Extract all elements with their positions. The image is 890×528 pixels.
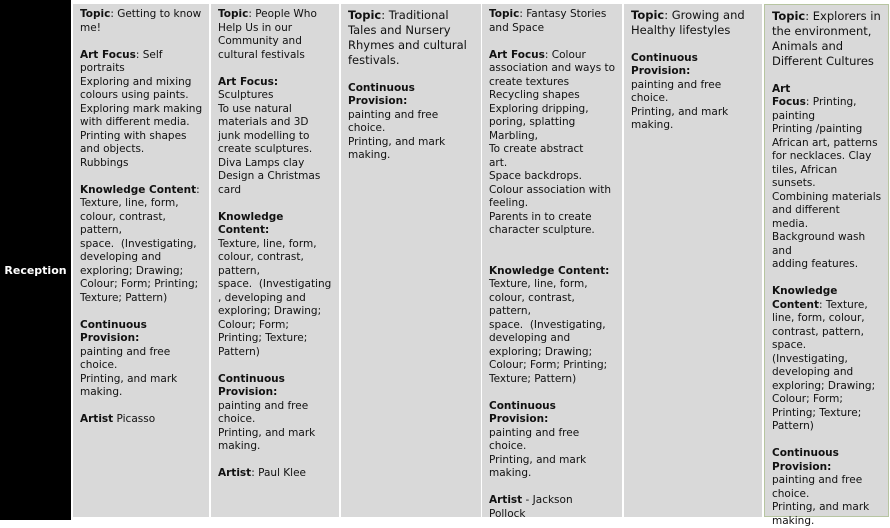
knowledge-line: colour, contrast, (218, 251, 333, 265)
provision-line: choice. (218, 413, 333, 427)
knowledge-line: space. (Investigating (218, 278, 333, 292)
art-focus-line: Exploring mark making (80, 103, 203, 117)
art-focus-line: junk modelling to (218, 130, 333, 144)
provision-line: making. (772, 515, 882, 528)
knowledge-line: Colour; Form; Printing; (80, 278, 203, 292)
knowledge-line: developing and (772, 366, 882, 380)
knowledge-block (218, 211, 333, 360)
provision-label: Continuous Provision: (218, 373, 333, 400)
art-focus-line: : Self (136, 49, 163, 61)
artist-value: Picasso (113, 413, 155, 425)
art-focus-line: adding features. (772, 258, 882, 272)
topic-line: : Traditional (381, 8, 448, 22)
topic-line: Help Us in our (218, 22, 333, 36)
art-focus-line: : Printing, (806, 96, 857, 108)
topic-line: and Space (489, 22, 616, 36)
provision-line: choice. (631, 92, 756, 106)
art-focus-line: To use natural (218, 103, 333, 117)
art-focus-line: create textures (489, 76, 616, 90)
provision-block (631, 52, 756, 133)
artist-label: Artist (80, 413, 113, 425)
art-focus-block (80, 49, 203, 171)
knowledge-line: Printing; Texture; (772, 407, 882, 421)
knowledge-line: Texture; Pattern) (489, 373, 616, 387)
artist-label: Artist (218, 467, 251, 479)
art-focus-line: and different (772, 204, 882, 218)
knowledge-line: (Investigating, (772, 353, 882, 367)
knowledge-line: Texture; Pattern) (80, 292, 203, 306)
topic-line: Animals and (772, 39, 882, 54)
artist-block (489, 494, 616, 521)
topic-line: Rhymes and cultural (348, 38, 475, 53)
topic-line: me! (80, 22, 203, 36)
topic-label: Topic (631, 8, 664, 22)
knowledge-line: Texture, line, form, (80, 197, 203, 211)
art-focus-line: character sculpture. (489, 224, 616, 238)
provision-line: painting and free (80, 346, 203, 360)
topic-line: : Explorers in (805, 9, 881, 23)
knowledge-line: exploring; Drawing; (80, 265, 203, 279)
knowledge-line: Colour; Form; (218, 319, 333, 333)
art-focus-line: Marbling, (489, 130, 616, 144)
knowledge-line: pattern, (80, 224, 203, 238)
artist-label: Artist (489, 494, 522, 506)
knowledge-line: : Texture, (819, 299, 868, 311)
art-focus-line: : Colour (545, 49, 586, 61)
provision-line: painting and free (218, 400, 333, 414)
provision-line: choice. (348, 122, 475, 136)
topic-label: Topic (80, 8, 110, 20)
term-cell-5 (624, 4, 762, 517)
knowledge-line: Colour; Form; (772, 393, 882, 407)
term-cell-4 (482, 4, 622, 517)
topic-line: Tales and Nursery (348, 23, 475, 38)
art-focus-line: painting (772, 110, 882, 124)
knowledge-line: Pattern) (218, 346, 333, 360)
knowledge-label: Knowledge Content (80, 184, 196, 196)
provision-line: Printing, and mark (772, 501, 882, 515)
provision-label: Continuous Provision: (772, 447, 882, 474)
art-focus-line: Exploring dripping, (489, 103, 616, 117)
art-focus-line: for necklaces. Clay (772, 150, 882, 164)
art-focus-line: Colour association with (489, 184, 616, 198)
art-focus-line: Rubbings (80, 157, 203, 171)
provision-block (348, 82, 475, 163)
artist-block (218, 467, 333, 481)
knowledge-line: space. (772, 339, 882, 353)
topic-line: : Growing and (664, 8, 744, 22)
topic-line: Community and (218, 35, 333, 49)
art-focus-line: Diva Lamps clay (218, 157, 333, 171)
term-cell-1 (73, 4, 209, 517)
topic-label: Topic (348, 8, 381, 22)
provision-block (489, 400, 616, 481)
knowledge-line: space. (Investigating, (80, 238, 203, 252)
knowledge-line: : (196, 184, 200, 196)
art-focus-line: poring, splatting (489, 116, 616, 130)
provision-label: Continuous Provision: (631, 52, 756, 79)
knowledge-line: Texture, line, form, (218, 238, 333, 252)
provision-line: painting and free (631, 79, 756, 93)
provision-line: painting and free (348, 109, 475, 123)
topic-line: festivals. (348, 53, 475, 68)
art-focus-line: To create abstract (489, 143, 616, 157)
artist-value: - Jackson (522, 494, 572, 506)
provision-line: painting and free (489, 427, 616, 441)
art-focus-line: Exploring and mixing (80, 76, 203, 90)
provision-line: making. (489, 467, 616, 481)
provision-line: making. (631, 119, 756, 133)
topic-block (80, 8, 203, 35)
art-focus-line: Sculptures (218, 89, 333, 103)
art-focus-line: association and ways to (489, 62, 616, 76)
art-focus-line: and objects. (80, 143, 203, 157)
term-cell-2 (211, 4, 339, 517)
art-focus-label-2: Focus (772, 96, 806, 108)
provision-line: choice. (772, 488, 882, 502)
knowledge-label-2: Content (772, 299, 819, 311)
art-focus-line: tiles, African (772, 164, 882, 178)
art-focus-line: sunsets. (772, 177, 882, 191)
topic-line: Different Cultures (772, 54, 882, 69)
knowledge-line: exploring; Drawing; (489, 346, 616, 360)
knowledge-line: exploring; Drawing; (218, 305, 333, 319)
art-focus-line: art. (489, 157, 616, 171)
provision-block (218, 373, 333, 454)
topic-block (348, 8, 475, 68)
provision-line: choice. (80, 359, 203, 373)
provision-line: Printing, and mark (80, 373, 203, 387)
art-focus-line: feeling. (489, 197, 616, 211)
art-focus-line: : (274, 76, 278, 88)
term-cell-6 (764, 4, 889, 517)
provision-label: Continuous Provision: (348, 82, 475, 109)
provision-label: Continuous Provision: (80, 319, 203, 346)
knowledge-label: Knowledge Content: (218, 211, 333, 238)
art-focus-label: Art Focus (489, 49, 545, 61)
art-focus-block (218, 76, 333, 198)
art-focus-label: Art (772, 83, 882, 97)
art-focus-line: African art, patterns (772, 137, 882, 151)
provision-line: making. (218, 440, 333, 454)
art-focus-line: create sculptures. (218, 143, 333, 157)
topic-line: : People Who (248, 8, 317, 20)
topic-line: cultural festivals (218, 49, 333, 63)
knowledge-block (772, 285, 882, 434)
provision-block (772, 447, 882, 528)
provision-line: making. (80, 386, 203, 400)
art-focus-line: colours using paints. (80, 89, 203, 103)
topic-line: Healthy lifestyles (631, 23, 756, 38)
topic-block (631, 8, 756, 38)
term-cell-3 (341, 4, 481, 517)
topic-line: the environment, (772, 24, 882, 39)
knowledge-line: Pattern) (772, 420, 882, 434)
knowledge-label: Knowledge Content: (489, 265, 616, 279)
artist-value: : Paul Klee (251, 467, 306, 479)
topic-block (772, 9, 882, 69)
art-focus-line: Design a Christmas (218, 170, 333, 184)
art-focus-line: with different media. (80, 116, 203, 130)
artist-block (80, 413, 203, 427)
knowledge-line: , developing and (218, 292, 333, 306)
topic-label: Topic (489, 8, 519, 20)
art-focus-label: Art Focus (80, 49, 136, 61)
topic-line: : Getting to know (110, 8, 201, 20)
provision-label: Continuous Provision: (489, 400, 616, 427)
art-focus-line: materials and 3D (218, 116, 333, 130)
art-focus-line: Space backdrops. (489, 170, 616, 184)
provision-line: making. (348, 149, 475, 163)
knowledge-label: Knowledge (772, 285, 882, 299)
art-focus-line: card (218, 184, 333, 198)
knowledge-line: colour, contrast, (80, 211, 203, 225)
provision-line: painting and free (772, 474, 882, 488)
provision-line: Printing, and mark (218, 427, 333, 441)
knowledge-line: developing and (489, 332, 616, 346)
artist-line: Pollock (489, 508, 616, 522)
year-column (0, 0, 71, 520)
topic-block (489, 8, 616, 35)
art-focus-line: Combining materials (772, 191, 882, 205)
knowledge-block (489, 265, 616, 387)
topic-line: : Fantasy Stories (519, 8, 606, 20)
provision-line: Printing, and mark (348, 136, 475, 150)
topic-label: Topic (772, 9, 805, 23)
knowledge-line: Colour; Form; Printing; (489, 359, 616, 373)
art-focus-line: Recycling shapes (489, 89, 616, 103)
knowledge-line: exploring; Drawing; (772, 380, 882, 394)
knowledge-line: colour, contrast, (489, 292, 616, 306)
art-focus-line: Parents in to create (489, 211, 616, 225)
knowledge-block (80, 184, 203, 306)
provision-line: choice. (489, 440, 616, 454)
provision-line: Printing, and mark (631, 106, 756, 120)
art-focus-line: media. (772, 218, 882, 232)
art-focus-line: Printing /painting (772, 123, 882, 137)
provision-line: Printing, and mark (489, 454, 616, 468)
art-focus-line: Background wash and (772, 231, 882, 258)
topic-label: Topic (218, 8, 248, 20)
provision-block (80, 319, 203, 400)
knowledge-line: Texture, line, form, (489, 278, 616, 292)
knowledge-line: contrast, pattern, (772, 326, 882, 340)
art-focus-block (772, 83, 882, 272)
knowledge-line: developing and (80, 251, 203, 265)
knowledge-line: Printing; Texture; (218, 332, 333, 346)
art-focus-block (489, 49, 616, 238)
art-focus-line: portraits (80, 62, 203, 76)
art-focus-label: Art Focus (218, 76, 274, 88)
knowledge-line: pattern, (218, 265, 333, 279)
topic-block (218, 8, 333, 62)
knowledge-line: pattern, (489, 305, 616, 319)
year-label: Reception (0, 264, 71, 277)
knowledge-line: space. (Investigating, (489, 319, 616, 333)
knowledge-line: line, form, colour, (772, 312, 882, 326)
art-focus-line: Printing with shapes (80, 130, 203, 144)
